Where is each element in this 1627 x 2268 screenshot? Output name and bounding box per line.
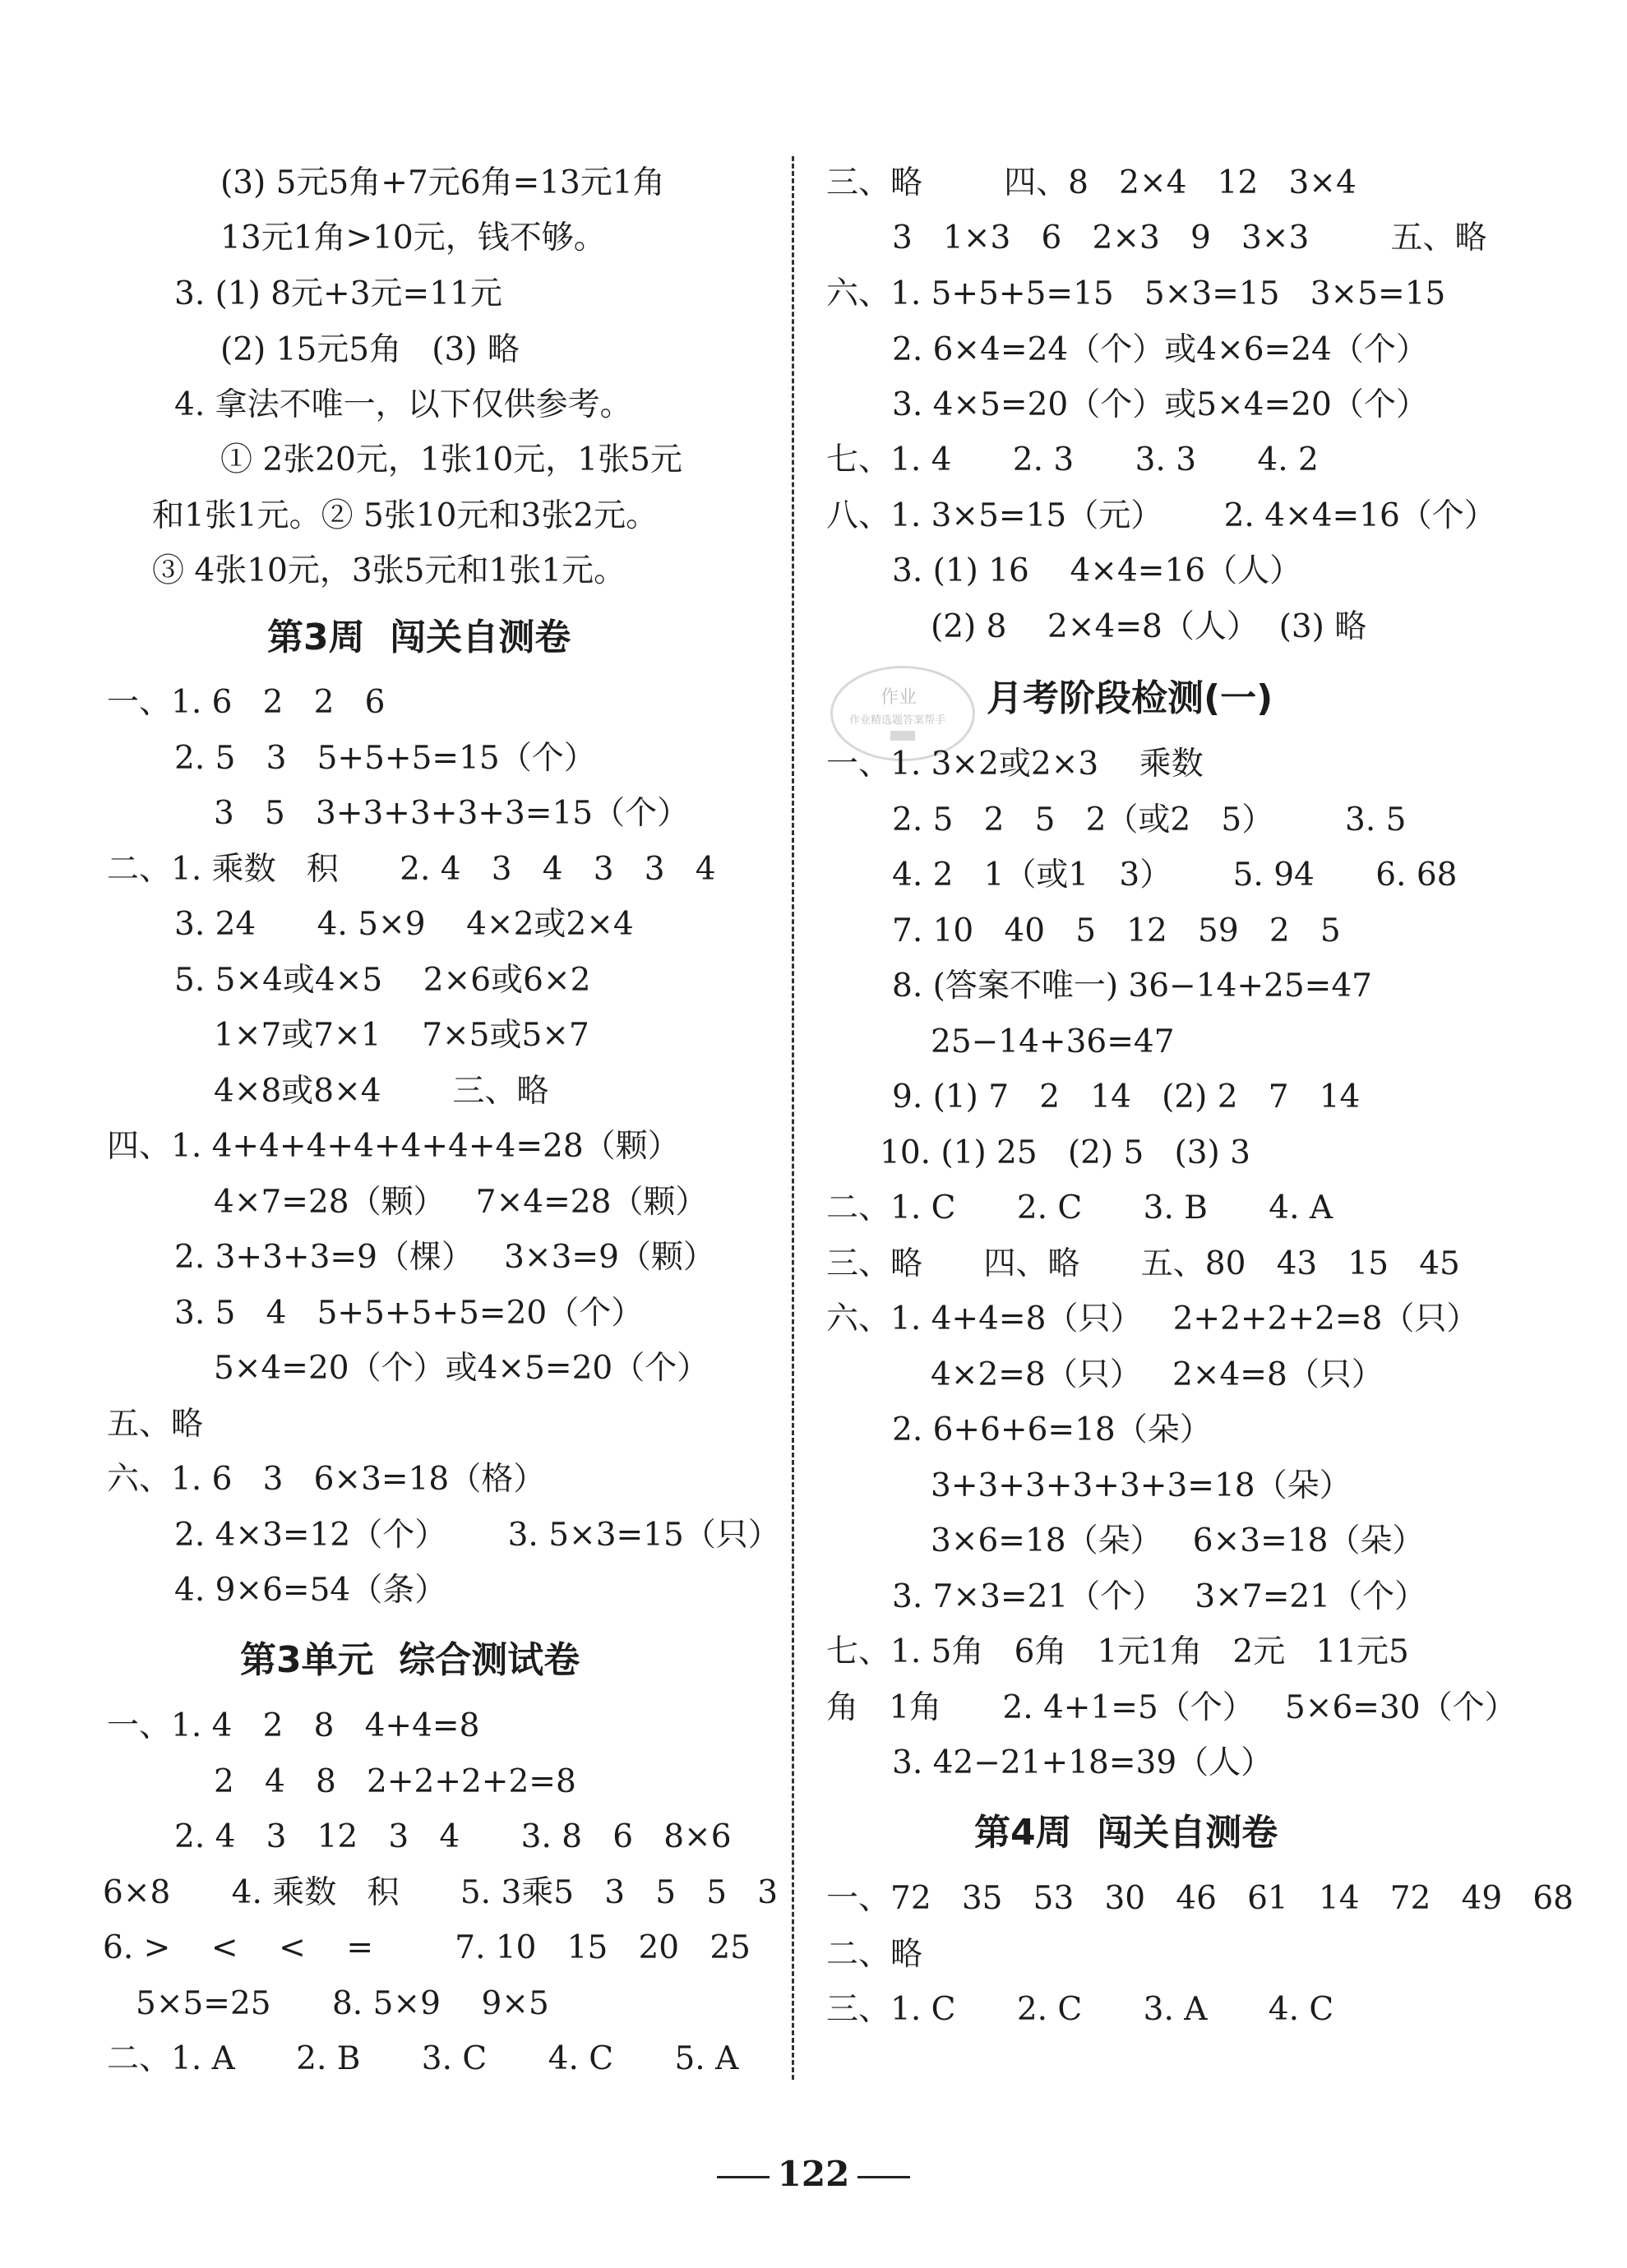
answer-line: 13元1角>10元，钱不够。 [220,219,606,256]
answer-line: 4×7=28（颗） 7×4=28（颗） [214,1184,708,1221]
answer-line: 七、1. 4 2. 3 3. 3 4. 2 [826,441,1319,478]
answer-line: 3 5 3+3+3+3+3=15（个） [214,795,690,832]
stamp-title: 作业 [881,687,917,708]
answer-line: 8. (答案不唯一) 36−14+25=47 [892,968,1372,1005]
answer-line: 2. 5 3 5+5+5=15（个） [174,740,596,777]
answer-line: (2) 15元5角 (3) 略 [220,331,520,368]
answer-line: 7. 10 40 5 12 59 2 5 [892,912,1341,949]
answer-line: 3+3+3+3+3+3=18（朵） [931,1467,1352,1504]
answer-line: 一、1. 4 2 8 4+4=8 [107,1707,480,1744]
page-number-dash-left [717,2176,770,2178]
answer-line: 2. 4×3=12（个） 3. 5×3=15（只） [174,1517,780,1554]
answer-line: 5×4=20（个）或4×5=20（个） [214,1350,710,1387]
answer-line: 4. 9×6=54（条） [174,1572,447,1609]
answer-line: 三、1. C 2. C 3. A 4. C [826,1991,1334,2028]
page-number-text: 122 [777,2154,850,2194]
answer-line: 3 1×3 6 2×3 9 3×3 五、略 [892,219,1487,256]
answer-line: 2. 6+6+6=18（朵） [892,1411,1212,1448]
answer-line: 5×5=25 8. 5×9 9×5 [136,1985,549,2022]
answer-line: 2. 6×4=24（个）或4×6=24（个） [892,331,1428,368]
section-heading: 月考阶段检测(一) [987,677,1273,719]
answer-line: 2. 3+3+3=9（棵） 3×3=9（颗） [174,1239,715,1276]
answer-line: ① 2张20元，1张10元，1张5元 [220,441,682,478]
answer-line: 3. 42−21+18=39（人） [892,1744,1273,1781]
answer-line: 和1张1元。② 5张10元和3张2元。 [152,497,659,534]
answer-line: 4×8或8×4 三、略 [214,1073,549,1110]
answer-line: 六、1. 5+5+5=15 5×3=15 3×5=15 [826,275,1446,312]
answer-line: 3×6=18（朵） 6×3=18（朵） [931,1522,1425,1559]
answer-line: 五、略 [107,1406,204,1443]
answer-line: (2) 8 2×4=8（人） (3) 略 [931,608,1367,645]
answer-line: 6×8 4. 乘数 积 5. 3乘5 3 5 5 3 [103,1874,779,1911]
answer-line: ③ 4张10元，3张5元和1张1元。 [152,552,626,589]
answer-line: 一、1. 3×2或2×3 乘数 [826,746,1204,783]
answer-line: 3. 4×5=20（个）或5×4=20（个） [892,386,1428,423]
answer-line: (3) 5元5角+7元6角=13元1角 [220,164,665,201]
answer-line: 二、1. A 2. B 3. C 4. C 5. A [107,2040,739,2077]
answer-line: 3. (1) 16 4×4=16（人） [892,552,1302,589]
answer-line: 9. (1) 7 2 14 (2) 2 7 14 [892,1079,1361,1116]
section-heading: 第3单元 综合测试卷 [240,1639,580,1681]
answer-line: 二、1. 乘数 积 2. 4 3 4 3 3 4 [107,851,716,888]
answer-line: 2 4 8 2+2+2+2=8 [214,1763,576,1800]
page-number [0,2154,1627,2194]
answer-line: 6. > < < = 7. 10 15 20 25 [103,1929,751,1966]
answer-line: 2. 5 2 5 2（或2 5） 3. 5 [892,801,1407,838]
answer-line: 六、1. 4+4=8（只） 2+2+2+2=8（只） [826,1300,1479,1337]
answer-line: 角 1角 2. 4+1=5（个） 5×6=30（个） [826,1689,1517,1726]
answer-line: 3. (1) 8元+3元=11元 [174,275,502,312]
answer-line: 3. 5 4 5+5+5+5=20（个） [174,1295,644,1332]
answer-line: 4. 拿法不唯一，以下仅供参考。 [174,386,632,423]
answer-line: 10. (1) 25 (2) 5 (3) 3 [880,1134,1250,1171]
answer-line: 六、1. 6 3 6×3=18（格） [107,1461,546,1498]
answer-line: 2. 4 3 12 3 4 3. 8 6 8×6 [174,1818,732,1855]
page-number-dash-right [857,2176,910,2178]
section-heading: 第3周 闯关自测卷 [267,617,571,658]
answer-line: 4. 2 1（或1 3） 5. 94 6. 68 [892,857,1458,894]
answer-line: 四、1. 4+4+4+4+4+4+4=28（颗） [107,1128,680,1165]
stamp-bar [890,731,915,741]
answer-line: 1×7或7×1 7×5或5×7 [214,1017,589,1054]
answer-line: 5. 5×4或4×5 2×6或6×2 [174,962,591,999]
answer-line: 八、1. 3×5=15（元） 2. 4×4=16（个） [826,497,1496,534]
answer-line: 25−14+36=47 [931,1023,1175,1060]
column-divider [792,156,794,2080]
answer-line: 七、1. 5角 6角 1元1角 2元 11元5 [826,1633,1409,1670]
answer-line: 一、72 35 53 30 46 61 14 72 49 68 [826,1880,1574,1917]
answer-line: 三、略 四、略 五、80 43 15 45 [826,1245,1460,1282]
answer-line: 三、略 四、8 2×4 12 3×4 [826,164,1357,201]
section-heading: 第4周 闯关自测卷 [974,1812,1278,1854]
answer-line: 3. 7×3=21（个） 3×7=21（个） [892,1578,1427,1615]
answer-line: 二、1. C 2. C 3. B 4. A [826,1189,1333,1226]
answer-line: 一、1. 6 2 2 6 [107,684,386,721]
answer-line: 3. 24 4. 5×9 4×2或2×4 [174,906,634,943]
stamp-subtitle: 作业精选题答案帮手 [849,714,946,727]
answer-line: 二、略 [826,1936,923,1973]
answer-line: 4×2=8（只） 2×4=8（只） [931,1356,1384,1393]
